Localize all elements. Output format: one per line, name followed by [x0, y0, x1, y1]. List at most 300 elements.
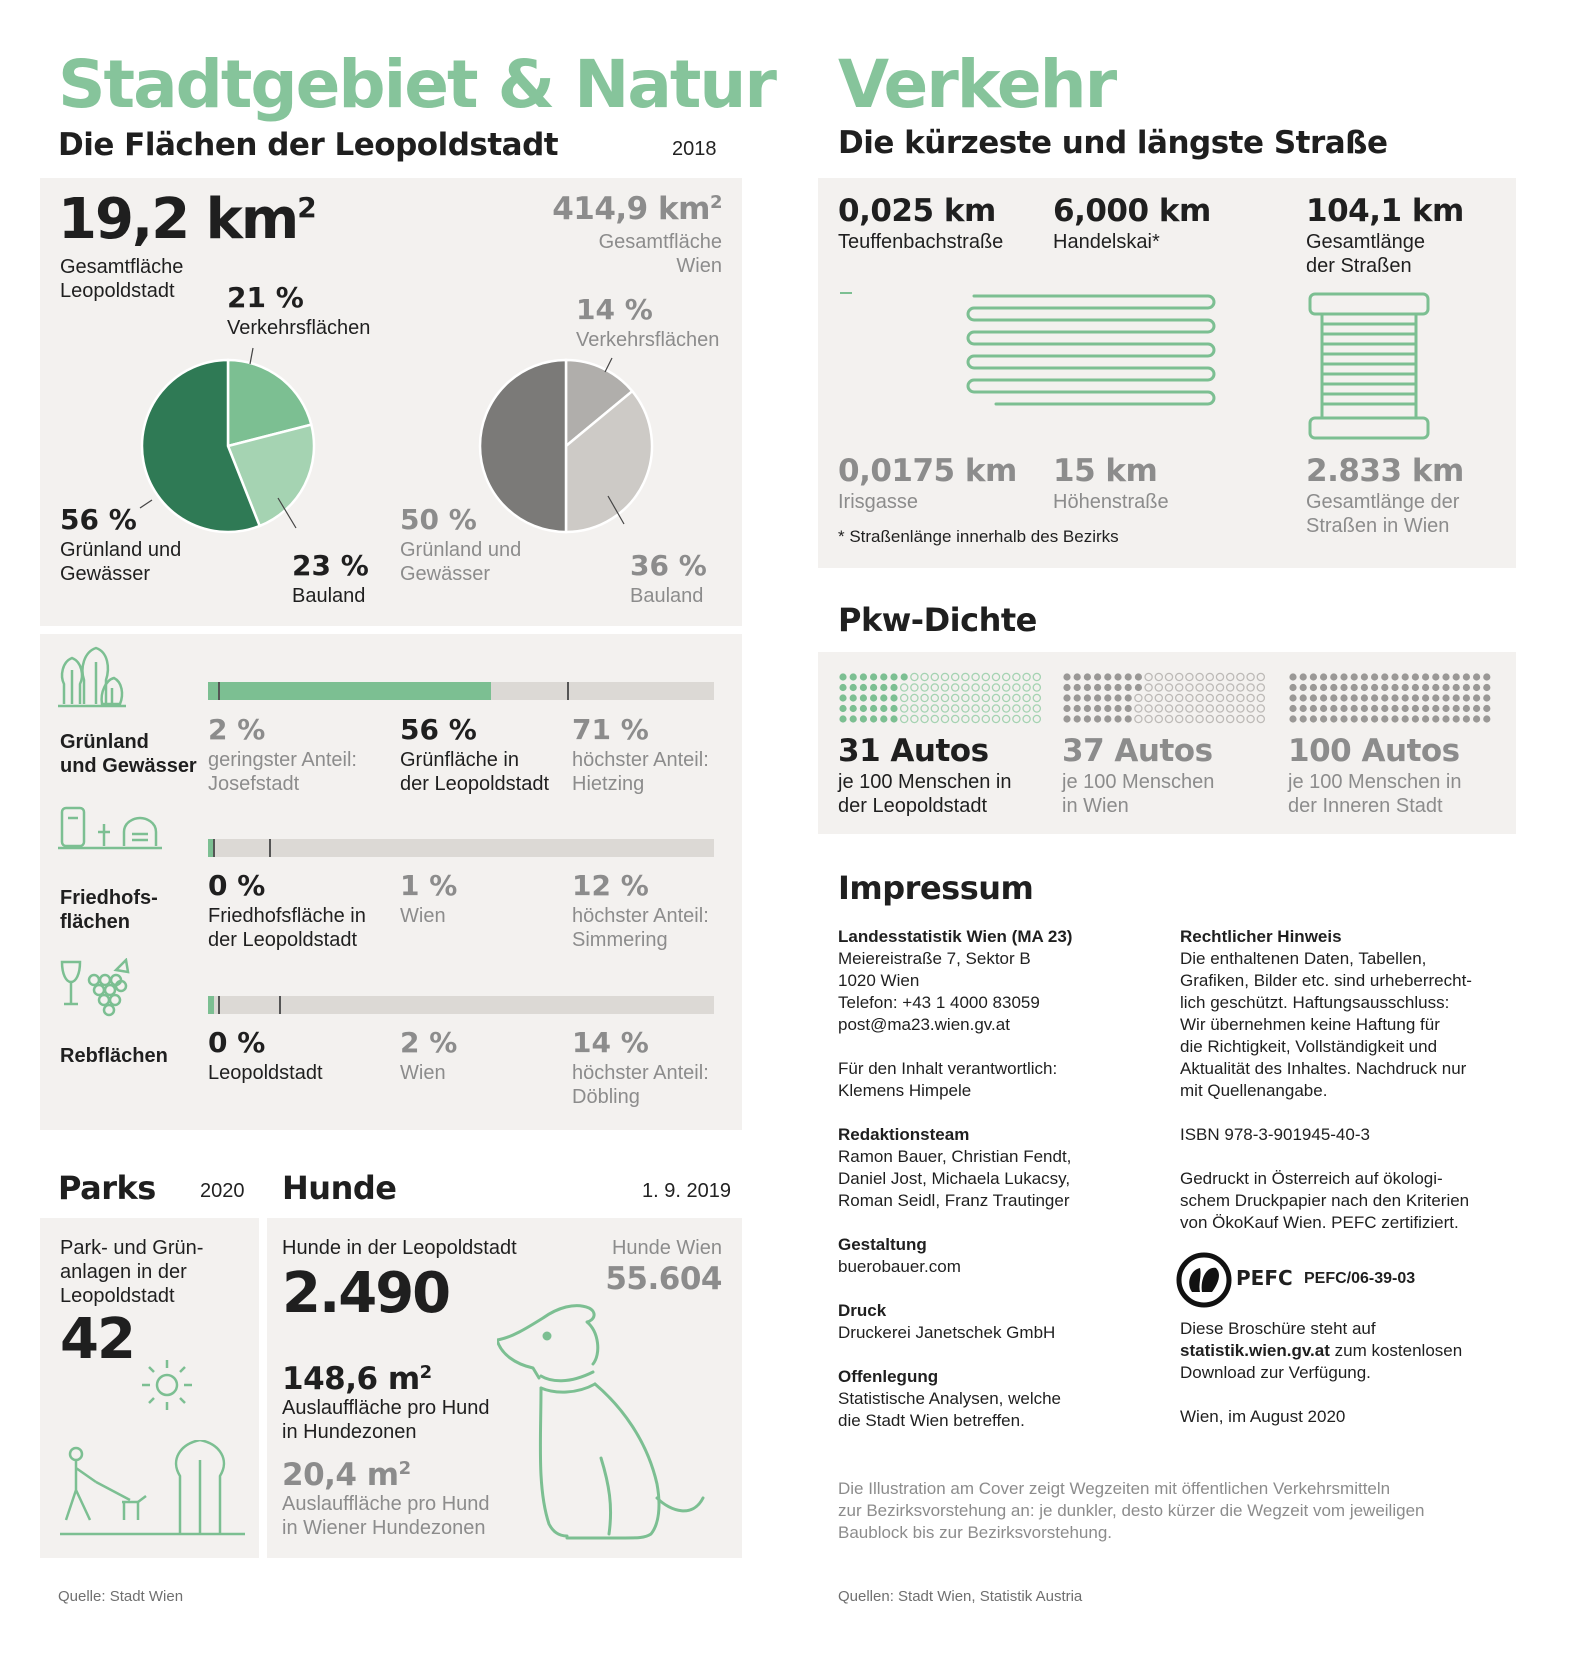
gruen-min-tick	[218, 682, 220, 700]
car-dot	[992, 684, 999, 691]
car-dot	[1473, 715, 1480, 722]
car-dot	[1247, 715, 1254, 722]
car-dot	[1013, 684, 1020, 691]
car-dot	[1412, 673, 1419, 680]
car-dot	[1135, 673, 1142, 680]
car-dot	[1074, 673, 1081, 680]
car-dot	[1145, 715, 1152, 722]
impressum-line: Roman Seidl, Franz Trautinger	[838, 1191, 1070, 1210]
car-dot	[1310, 694, 1317, 701]
car-dot	[1074, 715, 1081, 722]
car-dot	[839, 694, 846, 701]
car-dot	[1155, 705, 1162, 712]
park-walker-icon	[60, 1440, 245, 1540]
streets-footnote: * Straßenlänge innerhalb des Bezirks	[838, 527, 1119, 546]
car-dot	[1023, 694, 1030, 701]
wien-verkehr-pct: 14 %	[576, 293, 653, 326]
car-dot	[1257, 694, 1264, 701]
impressum-line	[838, 1344, 1158, 1366]
leo-verkehr-label: Verkehrsflächen	[227, 317, 371, 339]
car-dot	[1084, 705, 1091, 712]
fried-row-name: Friedhofs- flächen	[60, 887, 158, 933]
car-dot	[1422, 705, 1429, 712]
car-dot	[941, 715, 948, 722]
car-dot	[1145, 673, 1152, 680]
car-dot	[911, 705, 918, 712]
reb-wien-pct: 2 %	[400, 1026, 458, 1059]
car-dot	[1074, 694, 1081, 701]
car-dot	[921, 694, 928, 701]
impressum-line: buerobauer.com	[838, 1257, 961, 1276]
car-dot	[911, 684, 918, 691]
car-dot	[1125, 673, 1132, 680]
car-dot	[931, 694, 938, 701]
car-dot	[1320, 705, 1327, 712]
car-dot	[1237, 705, 1244, 712]
car-dot	[1422, 684, 1429, 691]
car-dot	[1483, 673, 1490, 680]
cover-note: Die Illustration am Cover zeigt Wegzeiten mit öffentlichen Verkehrsmitteln zur Bezirksvorstehung an: je dunkler, desto kürzer die Wegzeit vom jeweiligen Baublock bis zur Bezirksvorstehung.	[838, 1479, 1425, 1542]
car-dot	[1289, 673, 1296, 680]
car-dot	[860, 684, 867, 691]
car-dot	[1257, 705, 1264, 712]
car-dot	[860, 705, 867, 712]
dots-wien	[1062, 672, 1272, 726]
car-dot	[1216, 673, 1223, 680]
car-dot	[1310, 684, 1317, 691]
car-dot	[1196, 715, 1203, 722]
car-dot	[1186, 694, 1193, 701]
car-dot	[1206, 684, 1213, 691]
total-leo-label: Gesamtlänge der Straßen	[1306, 231, 1425, 277]
car-dot	[1125, 684, 1132, 691]
car-dot	[1125, 694, 1132, 701]
leo-gruen-label: Grünland und Gewässer	[60, 539, 182, 585]
car-dot	[1391, 684, 1398, 691]
car-dot	[1216, 705, 1223, 712]
car-dot	[1422, 715, 1429, 722]
car-dot	[1033, 684, 1040, 691]
impressum-line: Rechtlicher Hinweis	[1180, 927, 1342, 946]
car-dot	[890, 673, 897, 680]
car-dot	[1145, 694, 1152, 701]
car-dot	[1206, 705, 1213, 712]
car-dot	[1289, 715, 1296, 722]
car-dot	[931, 715, 938, 722]
hunde-leo-value: 2.490	[282, 1261, 450, 1326]
car-dot	[1104, 684, 1111, 691]
impressum-line: Klemens Himpele	[838, 1081, 972, 1100]
car-dot	[1165, 684, 1172, 691]
car-dot	[1483, 715, 1490, 722]
car-dot	[1351, 684, 1358, 691]
car-dot	[941, 673, 948, 680]
impressum-line: mit Quellenangabe.	[1180, 1081, 1328, 1100]
car-dot	[901, 673, 908, 680]
car-dot	[1340, 694, 1347, 701]
impressum-line	[1180, 1384, 1510, 1406]
car-dot	[1412, 715, 1419, 722]
car-dot	[952, 705, 959, 712]
car-dot	[1381, 673, 1388, 680]
car-dot	[1196, 694, 1203, 701]
fried-leo-pct: 0 %	[208, 869, 266, 902]
car-dot	[1084, 694, 1091, 701]
car-dot	[1340, 673, 1347, 680]
impressum-line: Offenlegung	[838, 1367, 939, 1386]
car-dot	[1257, 715, 1264, 722]
pkw-innere-value: 100 Autos	[1288, 733, 1460, 769]
car-dot	[1013, 715, 1020, 722]
car-dot	[890, 705, 897, 712]
car-dot	[1442, 694, 1449, 701]
wien-gruen-label: Grünland und Gewässer	[400, 539, 522, 585]
wien-bau-label: Bauland	[630, 585, 704, 607]
reb-wien-tick	[218, 996, 220, 1014]
car-dot	[1186, 673, 1193, 680]
reb-leo-label: Leopoldstadt	[208, 1062, 323, 1084]
car-dot	[1371, 715, 1378, 722]
hunde-area-wien-label: Auslauffläche pro Hund in Wiener Hundezonen	[282, 1493, 490, 1539]
car-dot	[911, 673, 918, 680]
car-dot	[1330, 673, 1337, 680]
car-dot	[1473, 694, 1480, 701]
impressum-col2-bottom	[1180, 1318, 1510, 1428]
car-dot	[982, 684, 989, 691]
spool-graphic	[1308, 292, 1432, 442]
car-dot	[952, 694, 959, 701]
car-dot	[1391, 705, 1398, 712]
car-dot	[1381, 705, 1388, 712]
reb-leo-pct: 0 %	[208, 1026, 266, 1059]
impressum-col1	[838, 926, 1158, 1432]
car-dot	[1330, 705, 1337, 712]
car-dot	[880, 705, 887, 712]
impressum-line: Die enthaltenen Daten, Tabellen,	[1180, 949, 1427, 968]
pie-slice-grünland-und-gewässer	[480, 360, 566, 532]
car-dot	[1320, 694, 1327, 701]
car-dot	[901, 684, 908, 691]
impressum-line: von ÖkoKauf Wien. PEFC zertifiziert.	[1180, 1213, 1459, 1232]
car-dot	[1063, 684, 1070, 691]
car-dot	[1013, 694, 1020, 701]
car-dot	[1094, 694, 1101, 701]
streets-panel	[818, 178, 1516, 568]
reb-max-pct: 14 %	[572, 1026, 649, 1059]
parks-title: Parks	[58, 1169, 156, 1207]
car-dot	[1453, 673, 1460, 680]
car-dot	[880, 694, 887, 701]
fried-max-tick	[269, 839, 271, 857]
pie-wien	[480, 360, 652, 532]
hunde-leo-label: Hunde in der Leopoldstadt	[282, 1237, 517, 1259]
car-dot	[1453, 694, 1460, 701]
car-dot	[870, 705, 877, 712]
parks-panel	[40, 1218, 259, 1558]
hunde-panel	[267, 1218, 742, 1558]
car-dot	[1320, 684, 1327, 691]
gruen-max-pct: 71 %	[572, 713, 649, 746]
parks-count: 42	[60, 1307, 134, 1372]
car-dot	[1033, 705, 1040, 712]
pkw-wien-label: je 100 Menschen in Wien	[1062, 771, 1215, 817]
shortest-leo-label: Teuffenbachstraße	[838, 231, 1004, 253]
impressum-line: die Stadt Wien betreffen.	[838, 1411, 1025, 1430]
area-panel	[40, 178, 742, 626]
car-dot	[870, 673, 877, 680]
car-dot	[1453, 715, 1460, 722]
car-dot	[1155, 673, 1162, 680]
car-dot	[1402, 705, 1409, 712]
car-dot	[1300, 673, 1307, 680]
wien-gruen-pct: 50 %	[400, 503, 477, 536]
car-dot	[992, 705, 999, 712]
car-dot	[1023, 673, 1030, 680]
car-dot	[1432, 705, 1439, 712]
reb-bar-track	[208, 996, 714, 1014]
car-dot	[1483, 684, 1490, 691]
car-dot	[1381, 694, 1388, 701]
car-dot	[1186, 705, 1193, 712]
car-dot	[911, 694, 918, 701]
gruen-leo-label: Grünfläche in der Leopoldstadt	[400, 749, 550, 795]
car-dot	[1023, 715, 1030, 722]
car-dot	[1196, 684, 1203, 691]
car-dot	[870, 684, 877, 691]
impressum-line: lich geschützt. Haftungsausschluss:	[1180, 993, 1450, 1012]
car-dot	[870, 715, 877, 722]
car-dot	[1023, 684, 1030, 691]
car-dot	[1104, 715, 1111, 722]
dots-innere-stadt	[1288, 672, 1498, 726]
car-dot	[1422, 673, 1429, 680]
car-dot	[1310, 715, 1317, 722]
hunde-title: Hunde	[282, 1169, 397, 1207]
car-dot	[1206, 694, 1213, 701]
car-dot	[1289, 705, 1296, 712]
car-dot	[1300, 684, 1307, 691]
car-dot	[1402, 684, 1409, 691]
car-dot	[1463, 673, 1470, 680]
car-dot	[1391, 694, 1398, 701]
car-dot	[1196, 705, 1203, 712]
impressum-line: Aktualität des Inhaltes. Nachdruck nur	[1180, 1059, 1467, 1078]
car-dot	[1330, 715, 1337, 722]
car-dot	[1247, 694, 1254, 701]
gruen-leo-pct: 56 %	[400, 713, 477, 746]
car-dot	[1361, 715, 1368, 722]
car-dot	[1412, 705, 1419, 712]
car-dot	[1063, 673, 1070, 680]
hunde-date: 1. 9. 2019	[642, 1180, 731, 1202]
car-dot	[1003, 684, 1010, 691]
subtitle-right: Die kürzeste und längste Straße	[838, 125, 1388, 161]
car-dot	[1381, 715, 1388, 722]
car-dot	[931, 684, 938, 691]
impressum-line	[838, 1036, 1158, 1058]
car-dot	[890, 694, 897, 701]
car-dot	[992, 673, 999, 680]
car-dot	[1114, 673, 1121, 680]
car-dot	[1063, 694, 1070, 701]
car-dot	[1247, 705, 1254, 712]
car-dot	[952, 715, 959, 722]
impressum-line: Für den Inhalt verantwortlich:	[838, 1059, 1058, 1078]
gruen-max-tick	[567, 682, 569, 700]
source-left: Quelle: Stadt Wien	[58, 1588, 184, 1605]
car-dot	[972, 684, 979, 691]
car-dot	[839, 715, 846, 722]
pefc-code: PEFC/06-39-03	[1304, 1270, 1416, 1287]
car-dot	[1371, 673, 1378, 680]
car-dot	[839, 684, 846, 691]
car-dot	[982, 673, 989, 680]
car-dot	[1094, 705, 1101, 712]
car-dot	[941, 694, 948, 701]
car-dot	[1432, 684, 1439, 691]
car-dot	[1432, 673, 1439, 680]
car-dot	[1247, 684, 1254, 691]
pkw-panel	[818, 652, 1516, 834]
gruen-bar-fill	[208, 682, 491, 700]
car-dot	[962, 715, 969, 722]
car-dot	[1216, 715, 1223, 722]
car-dot	[1453, 684, 1460, 691]
wien-total-label: Gesamtfläche Wien	[598, 231, 722, 277]
dog-icon	[497, 1298, 712, 1558]
car-dot	[1094, 715, 1101, 722]
car-dot	[1063, 715, 1070, 722]
car-dot	[921, 673, 928, 680]
car-dot	[1289, 684, 1296, 691]
impressum-line	[838, 1102, 1158, 1124]
car-dot	[890, 684, 897, 691]
car-dot	[1257, 684, 1264, 691]
car-dot	[839, 673, 846, 680]
car-dot	[1340, 684, 1347, 691]
car-dot	[982, 705, 989, 712]
car-dot	[850, 715, 857, 722]
car-dot	[839, 705, 846, 712]
car-dot	[1351, 715, 1358, 722]
car-dot	[1196, 673, 1203, 680]
car-dot	[1114, 705, 1121, 712]
impressum-title: Impressum	[838, 869, 1034, 907]
fried-wien-pct: 1 %	[400, 869, 458, 902]
car-dot	[1176, 684, 1183, 691]
car-dot	[850, 694, 857, 701]
car-dot	[1371, 684, 1378, 691]
dots-leo	[838, 672, 1048, 726]
gruen-min-label: geringster Anteil: Josefstadt	[208, 749, 357, 795]
year-label: 2018	[672, 138, 717, 160]
car-dot	[880, 673, 887, 680]
car-dot	[1013, 673, 1020, 680]
car-dot	[1320, 715, 1327, 722]
leo-gruen-pct: 56 %	[60, 503, 137, 536]
car-dot	[880, 684, 887, 691]
car-dot	[1155, 684, 1162, 691]
longest-wien-label: Höhenstraße	[1053, 491, 1169, 513]
car-dot	[1176, 705, 1183, 712]
parks-label: Park- und Grün- anlagen in der Leopoldstadt	[60, 1237, 204, 1307]
total-leo-value: 104,1 km	[1306, 193, 1464, 229]
pie-leopoldstadt	[142, 360, 314, 532]
reb-max-tick	[279, 996, 281, 1014]
car-dot	[880, 715, 887, 722]
car-dot	[1176, 694, 1183, 701]
car-dot	[962, 673, 969, 680]
car-dot	[1473, 673, 1480, 680]
car-dot	[1114, 694, 1121, 701]
fried-bar-track	[208, 839, 714, 857]
impressum-line: Wien, im August 2020	[1180, 1407, 1346, 1426]
car-dot	[1033, 715, 1040, 722]
car-dot	[1371, 694, 1378, 701]
impressum-line: Gestaltung	[838, 1235, 927, 1254]
car-dot	[860, 694, 867, 701]
fried-leo-label: Friedhofsfläche in der Leopoldstadt	[208, 905, 366, 951]
car-dot	[1330, 694, 1337, 701]
leo-total-label: Gesamtfläche Leopoldstadt	[60, 256, 184, 302]
impressum-col2	[1180, 926, 1510, 1234]
impressum-line: ISBN 978-3-901945-40-3	[1180, 1125, 1370, 1144]
pkw-leo-label: je 100 Menschen in der Leopoldstadt	[838, 771, 1012, 817]
impressum-line: post@ma23.wien.gv.at	[838, 1015, 1010, 1034]
car-dot	[1206, 715, 1213, 722]
car-dot	[931, 705, 938, 712]
car-dot	[1165, 673, 1172, 680]
car-dot	[1216, 684, 1223, 691]
impressum-line	[838, 1278, 1158, 1300]
car-dot	[1135, 694, 1142, 701]
car-dot	[1247, 673, 1254, 680]
car-dot	[1483, 705, 1490, 712]
car-dot	[1227, 705, 1234, 712]
car-dot	[992, 694, 999, 701]
car-dot	[1361, 694, 1368, 701]
car-dot	[1104, 673, 1111, 680]
impressum-line: Gedruckt in Österreich auf ökologi-	[1180, 1169, 1443, 1188]
impressum-line: statistik.wien.gv.at zum kostenlosen	[1180, 1341, 1463, 1360]
car-dot	[1033, 673, 1040, 680]
car-dot	[1094, 673, 1101, 680]
impressum-line: Redaktionsteam	[838, 1125, 970, 1144]
car-dot	[921, 705, 928, 712]
hunde-area-leo-label: Auslauffläche pro Hund in Hundezonen	[282, 1397, 490, 1443]
car-dot	[1084, 715, 1091, 722]
car-dot	[1351, 694, 1358, 701]
impressum-line: Meiereistraße 7, Sektor B	[838, 949, 1031, 968]
car-dot	[1023, 705, 1030, 712]
car-dot	[1176, 673, 1183, 680]
car-dot	[901, 694, 908, 701]
car-dot	[1300, 705, 1307, 712]
shortest-wien-value: 0,0175 km	[838, 453, 1017, 489]
car-dot	[1003, 705, 1010, 712]
car-dot	[952, 673, 959, 680]
pkw-title: Pkw-Dichte	[838, 601, 1037, 639]
sun-icon	[140, 1358, 194, 1412]
car-dot	[962, 705, 969, 712]
car-dot	[992, 715, 999, 722]
shortest-wien-label: Irisgasse	[838, 491, 919, 513]
car-dot	[1165, 694, 1172, 701]
impressum-line: Druck	[838, 1301, 887, 1320]
car-dot	[890, 715, 897, 722]
car-dot	[1442, 684, 1449, 691]
fried-wien-label: Wien	[400, 905, 446, 927]
